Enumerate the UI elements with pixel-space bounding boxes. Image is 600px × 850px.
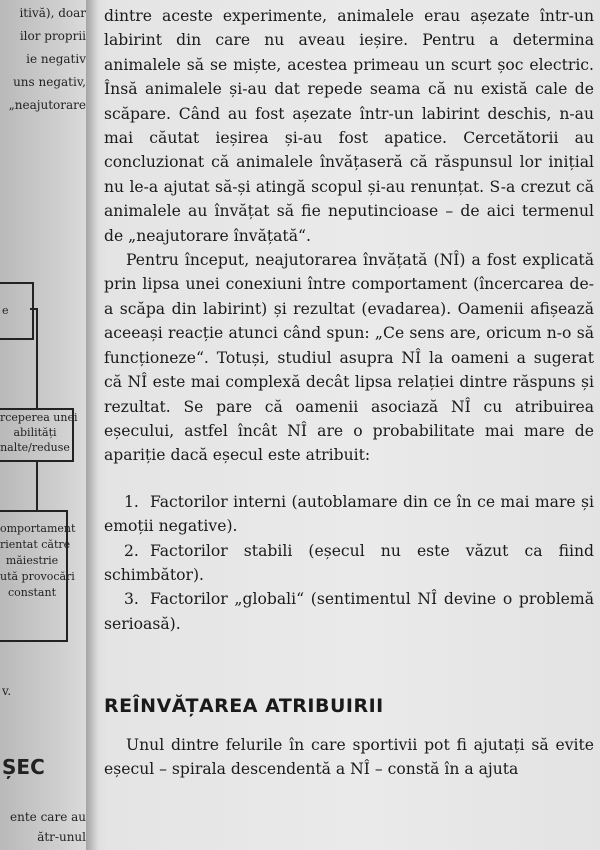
left-section-heading: ȘEC bbox=[2, 755, 45, 779]
paragraph-3: Unul dintre felurile în care sportivii pot fi ajutați să evite eșecul – spirala descendentă a NÎ – constă în a ajuta bbox=[104, 735, 594, 778]
left-text-line: itivă), doar bbox=[19, 6, 86, 20]
diagram-box-bottom-label-5: constant bbox=[8, 586, 56, 599]
paragraph-2: Pentru început, neajutorarea învățată (NÎ) a fost explicată prin lipsa unei conexiuni între comportament (încercarea de-a scăpa din labirint) și rezultat (evadarea). Oamenii afișează aceeași reacție atunci când spun: „Ce sens are, oricum n-o să funcționeze“. Totuși, studiul asupra NÎ la oameni a sugerat că NÎ este mai complexă decât lipsa relației dintre răspuns și rezultat. Se pare că oamenii asociază NÎ cu atribuirea eșecului, astfel încât NÎ are o probabilitate mai mare de apariție dacă eșecul este atribuit: bbox=[104, 251, 594, 465]
list-item bbox=[104, 587, 594, 636]
attribution-list bbox=[104, 490, 594, 636]
left-text-line: ie negativ bbox=[26, 52, 86, 66]
diagram-arrow-line bbox=[36, 308, 38, 408]
diagram-box-bottom-label-2: rientat către bbox=[0, 538, 71, 551]
diagram-box-middle-label-1: rceperea unei bbox=[0, 411, 78, 424]
diagram-box-bottom-label-1: omportament bbox=[0, 522, 76, 535]
diagram-box-bottom-label-3: măiestrie bbox=[5, 554, 59, 567]
list-item-text: Factorilor interni (autoblamare din ce în ce mai mare și emoții negative). bbox=[104, 492, 594, 536]
left-text-line: ente care au bbox=[10, 810, 86, 824]
diagram-box-top-label: e bbox=[2, 304, 9, 317]
diagram-box-bottom-label-4: ută provocări bbox=[0, 570, 75, 583]
left-text-line: ilor proprii bbox=[19, 29, 86, 43]
section-heading: REÎNVĂȚAREA ATRIBUIRII bbox=[104, 695, 384, 718]
left-text-line: v. bbox=[2, 684, 12, 698]
list-item-number: 1. bbox=[124, 492, 139, 511]
diagram-box-middle-label-2: abilități bbox=[13, 426, 57, 439]
left-text-line: ătr-unul bbox=[37, 830, 86, 844]
list-item-text: Factorilor „globali“ (sentimentul NÎ devine o problemă serioasă). bbox=[104, 590, 594, 633]
list-item-text: Factorilor stabili (eșecul nu este văzut ca fiind schimbător). bbox=[104, 541, 594, 584]
list-item-number: 2. bbox=[124, 541, 139, 560]
previous-page-fragment bbox=[0, 0, 92, 850]
main-text-column bbox=[104, 4, 594, 781]
list-item-number: 3. bbox=[124, 590, 139, 609]
diagram-arrow-line bbox=[36, 460, 38, 510]
list-item bbox=[104, 490, 594, 539]
left-text-line: uns negativ, bbox=[13, 75, 86, 89]
left-text-line: „neajutorare bbox=[8, 98, 86, 112]
diagram-box-middle-label-3: nalte/reduse bbox=[0, 441, 70, 454]
paragraph-1: dintre aceste experimente, animalele erau așezate într-un labirint din care nu aveau ieșire. Pentru a determina animalele să se miște, acestea primeau un scurt șoc electric. Însă animalele și-au dat repede seama că nu există cale de scăpare. Când au fost așezate într-un labirint deschis, n-au mai căutat ieșirea și-au fost apatice. Cercetătorii au concluzionat că animalele învățaseră că răspunsul lor inițial nu le-a ajutat să-și atingă scopul și-au renunțat. S-a crezut că animalele au învățat să fie neputincioase – de aici termenul de „neajutorare învățată“. bbox=[104, 7, 594, 245]
list-item bbox=[104, 539, 594, 588]
